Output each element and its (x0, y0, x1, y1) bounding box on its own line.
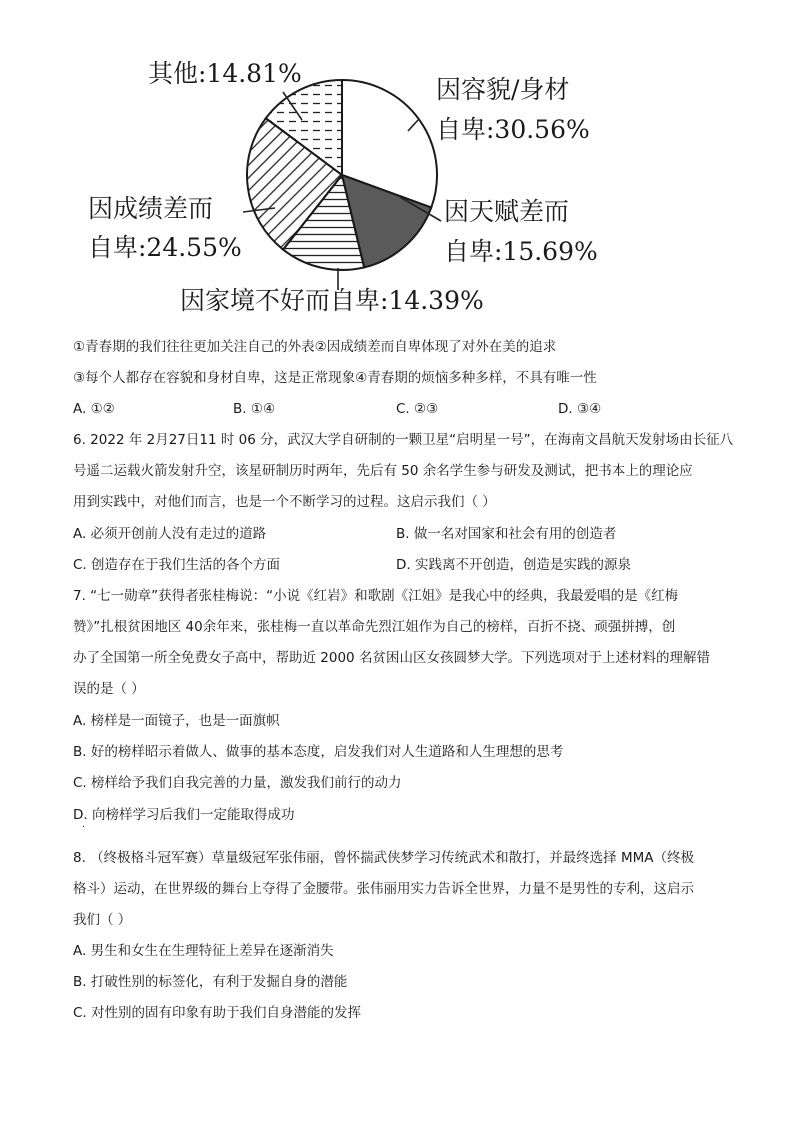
q8-stem-line1: 8. （终极格斗冠军赛）草量级冠军张伟丽，曾怀揣武侠梦学习传统武术和散打，并最终选择 MMA（终极 (73, 850, 694, 866)
slice-label-grades-line2: 自卑:24.55% (88, 233, 242, 262)
q5-statement-line2: ③每个人都存在容貌和身材自卑，这是正常现象④青春期的烦恼多种多样，不具有唯一性 (73, 370, 597, 386)
q6-option-a[interactable]: A. 必须开创前人没有走过的道路 (73, 526, 267, 542)
q5-option-d[interactable]: D. ③④ (558, 401, 602, 417)
slice-label-other: 其他:14.81% (148, 59, 302, 88)
q6-stem-line3: 用到实践中，对他们而言，也是一个不断学习的过程。这启示我们（ ） (73, 494, 496, 510)
q7-option-c[interactable]: C. 榜样给予我们自我完善的力量，激发我们前行的动力 (73, 775, 402, 791)
pie-chart (0, 0, 794, 330)
q8-stem-line3: 我们（ ） (73, 912, 132, 928)
slice-label-talent-line2: 自卑:15.69% (444, 237, 598, 266)
q8-option-b[interactable]: B. 打破性别的标签化，有利于发掘自身的潜能 (73, 974, 348, 990)
q7-option-b[interactable]: B. 好的榜样昭示着做人、做事的基本态度，启发我们对人生道路和人生理想的思考 (73, 744, 564, 760)
q5-statement-line1: ①青春期的我们往往更加关注自己的外表②因成绩差而自卑体现了对外在美的追求 (73, 339, 557, 355)
q5-option-b[interactable]: B. ①④ (233, 401, 276, 417)
q6-option-b[interactable]: B. 做一名对国家和社会有用的创造者 (396, 526, 617, 542)
q5-option-c[interactable]: C. ②③ (396, 401, 439, 417)
q7-option-d[interactable]: D. 向榜样学习后我们一定能取得成功 (73, 807, 295, 823)
slice-label-appearance-line2: 自卑:30.56% (436, 115, 590, 144)
slice-label-talent-line1: 因天赋差而 (444, 197, 570, 226)
pie-chart-figure (0, 0, 794, 330)
q6-option-c[interactable]: C. 创造存在于我们生活的各个方面 (73, 557, 281, 573)
q8-stem-line2: 格斗）运动，在世界级的舞台上夺得了金腰带。张伟丽用实力告诉全世界，力量不是男性的专利，这启示 (73, 881, 694, 897)
q7-option-a[interactable]: A. 榜样是一面镜子，也是一面旗帜 (73, 713, 280, 729)
q6-option-d[interactable]: D. 实践离不开创造，创造是实践的源泉 (396, 557, 631, 573)
q7-stem-line2: 赞》”扎根贫困地区 40余年来，张桂梅一直以革命先烈江姐作为自己的榜样，百折不挠、顽强拼搏，创 (73, 619, 676, 635)
q8-option-c[interactable]: C. 对性别的固有印象有助于我们自身潜能的发挥 (73, 1005, 362, 1021)
slice-label-appearance-line1: 因容貌/身材 (436, 75, 570, 104)
q7-stem-line1: 7. “七一勋章”获得者张桂梅说：“小说《红岩》和歌剧《江姐》是我心中的经典，我最爱唱的是《红梅 (73, 588, 679, 604)
stray-dot: · (82, 822, 86, 833)
q7-stem-line4: 误的是（ ） (73, 681, 145, 697)
q6-stem-line2: 号遥二运载火箭发射升空，该星研制历时两年，先后有 50 余名学生参与研发及测试，把书本上的理论应 (73, 463, 693, 479)
q6-stem-line1: 6. 2022 年 2月27日11 时 06 分，武汉大学自研制的一颗卫星“启明星一号”，在海南文昌航天发射场由长征八 (73, 432, 734, 448)
q5-option-a[interactable]: A. ①② (73, 401, 115, 417)
q7-stem-line3: 办了全国第一所全免费女子高中，帮助近 2000 名贫困山区女孩圆梦大学。下列选项对于上述材料的理解错 (73, 650, 710, 666)
q8-option-a[interactable]: A. 男生和女生在生理特征上差异在逐渐消失 (73, 943, 334, 959)
slice-label-family: 因家境不好而自卑:14.39% (180, 286, 484, 315)
slice-label-grades-line1: 因成绩差而 (88, 194, 214, 223)
